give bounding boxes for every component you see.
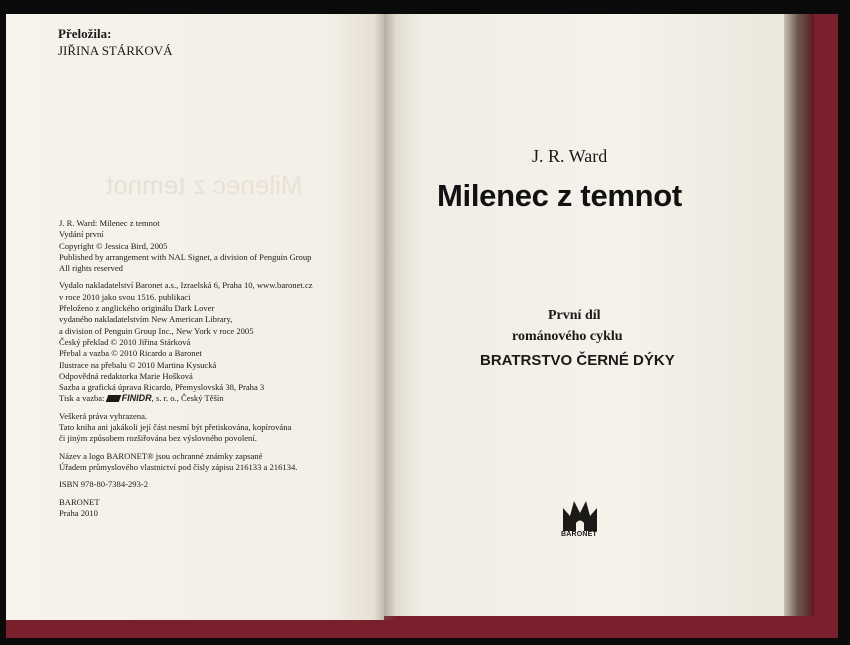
imprint-line: vydaného nakladatelstvím New American Library, [59, 314, 233, 325]
publisher-name: BARONET [59, 496, 100, 507]
imprint-line: Copyright © Jessica Bird, 2005 [59, 240, 168, 251]
imprint-line: Vydání první [59, 229, 104, 240]
publisher-logo-text: BARONET [561, 531, 598, 538]
print-line-suffix: , s. r. o., Český Těšín [151, 393, 224, 404]
rights-line: či jiným způsobem rozšiřována bez výslovného povolení. [59, 433, 257, 444]
isbn: ISBN 978-80-7384-293-2 [59, 479, 149, 490]
imprint-line: Published by arrangement with NAL Signet, a division of Penguin Group [59, 251, 312, 262]
trademark-line: Úřadem průmyslového vlastnictví pod čísly zápisu 216133 a 216134. [59, 461, 298, 472]
imprint-line: All rights reserved [59, 263, 123, 274]
finidr-logo-icon [105, 395, 121, 402]
imprint-line: Český překlad © 2010 Jiřina Stárková [59, 336, 191, 347]
print-line [59, 393, 359, 404]
imprint-line: Přeloženo z anglického originálu Dark Lover [59, 303, 215, 314]
imprint-text [59, 218, 359, 519]
imprint-line: Přebal a vazba © 2010 Ricardo a Baronet [59, 348, 202, 359]
series-name: BRATRSTVO ČERNÉ DÝKY [480, 352, 675, 369]
translator-heading: Přeložila: [58, 26, 112, 41]
publisher-place-year: Praha 2010 [59, 507, 98, 518]
subtitle-line-2: románového cyklu [512, 329, 623, 344]
imprint-line: Ilustrace na přebalu © 2010 Martina Kysucká [59, 359, 217, 370]
print-line-prefix: Tisk a vazba: [59, 393, 105, 404]
rights-line: Veškerá práva vyhrazena. [59, 410, 148, 421]
book-gutter [374, 14, 396, 620]
finidr-logo-text: FINIDR [121, 393, 152, 404]
book-author: J. R. Ward [532, 146, 608, 166]
trademark-line: Název a logo BARONET® jsou ochranné známky zapsané [59, 450, 263, 461]
imprint-line: J. R. Ward: Milenec z temnot [59, 218, 160, 228]
imprint-line: Vydalo nakladatelství Baronet a.s., Izraelská 6, Praha 10, www.baronet.cz [59, 280, 313, 291]
page-edge-shadow [784, 14, 814, 616]
subtitle-line-1: První díl [548, 308, 601, 323]
translator-name: JIŘINA STÁRKOVÁ [58, 43, 173, 58]
book-title: Milenec z temnot [437, 178, 682, 213]
finidr-logo [107, 393, 152, 404]
show-through-title: Milenec z temnot [106, 170, 303, 200]
imprint-line: a division of Penguin Group Inc., New York v roce 2005 [59, 325, 254, 336]
rights-line: Tato kniha ani jakákoli její část nesmí být přetiskována, kopírována [59, 422, 292, 433]
imprint-line: v roce 2010 jako svou 1516. publikaci [59, 291, 191, 302]
imprint-line: Sazba a grafická úprava Ricardo, Přemyslovská 38, Praha 3 [59, 382, 265, 393]
imprint-line: Odpovědná redaktorka Marie Hošková [59, 370, 193, 381]
